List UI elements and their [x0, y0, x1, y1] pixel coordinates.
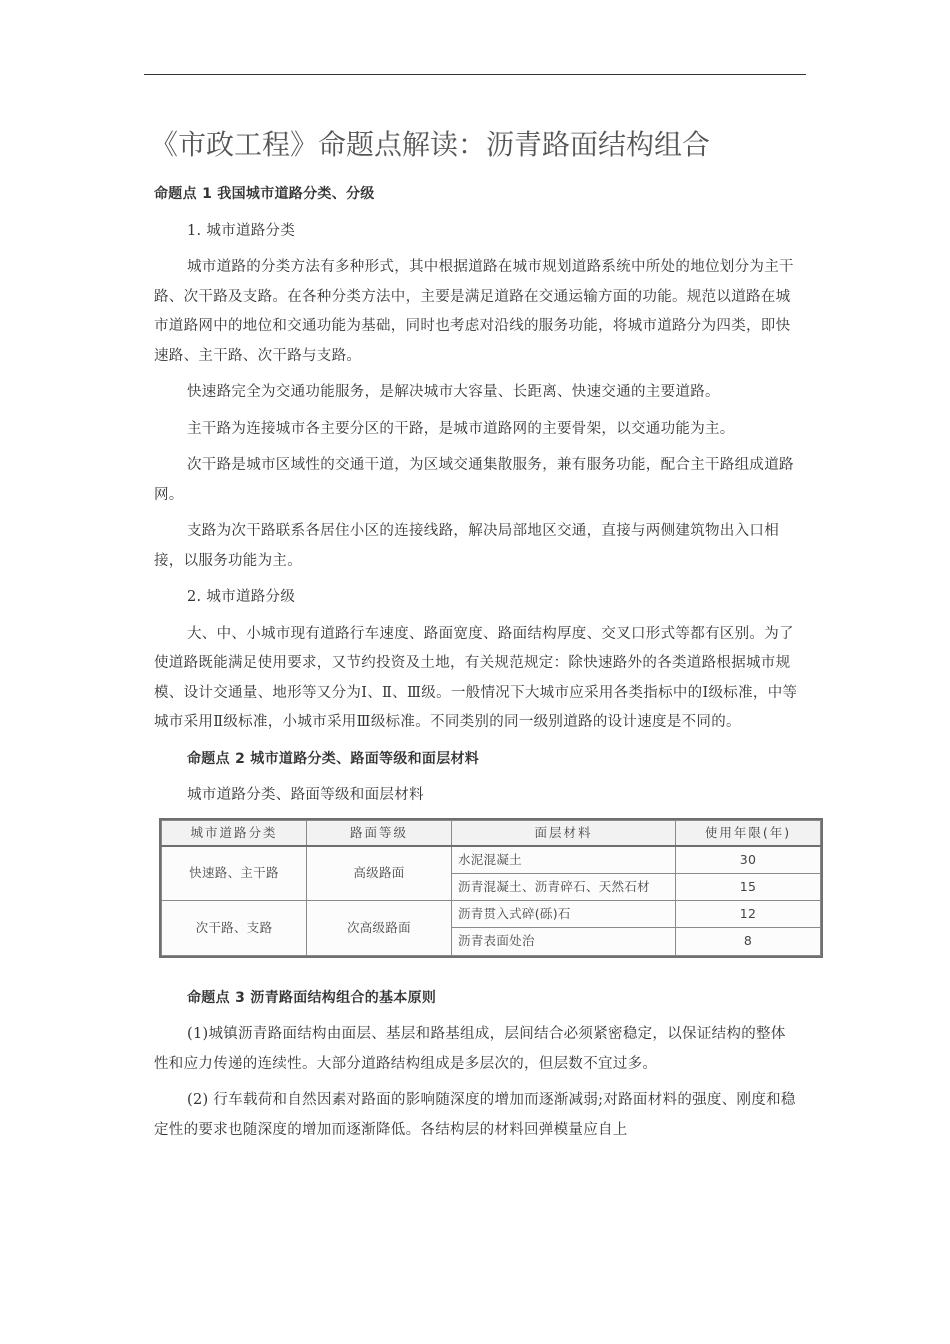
table-caption: 城市道路分类、路面等级和面层材料	[187, 787, 424, 803]
material-cell: 水泥混凝土	[451, 846, 675, 874]
road-class-cell: 次干路、支路	[162, 901, 307, 955]
section1-paragraph-2: 快速路完全为交通功能服务，是解决城市大容量、长距离、快速交通的主要道路。	[187, 384, 720, 400]
section3-paragraph-2: (2) 行车载荷和自然因素对路面的影响随深度的增加而逐渐减弱;对路面材料的强度、刚度和稳定性的要求也随深度的增加而逐渐降低。各结构层的材料回弹模量应自上	[154, 1092, 796, 1138]
table-header-cell: 城市道路分类	[162, 820, 307, 846]
section3-heading: 命题点 3 沥青路面结构组合的基本原则	[187, 989, 437, 1006]
service-years-cell: 8	[676, 928, 821, 955]
road-class-cell: 快速路、主干路	[162, 846, 307, 901]
section3-paragraph-1: (1)城镇沥青路面结构由面层、基层和路基组成，层间结合必须紧密稳定，以保证结构的整体性和应力传递的连续性。大部分道路结构组成是多层次的，但层数不宜过多。	[154, 1026, 786, 1072]
table-header-cell: 路面等级	[306, 820, 451, 846]
road-grade-table-image	[159, 818, 823, 958]
table-row	[162, 901, 821, 928]
road-grade-table	[161, 820, 821, 956]
material-cell: 沥青贯入式碎(砾)石	[451, 901, 675, 928]
section1-paragraph-5: 支路为次干路联系各居住小区的连接线路，解决局部地区交通，直接与两侧建筑物出入口相接，以服务功能为主。	[154, 523, 779, 569]
pavement-grade-cell: 高级路面	[306, 846, 451, 901]
service-years-cell: 12	[676, 901, 821, 928]
table-header-cell: 面层材料	[451, 820, 675, 846]
material-cell: 沥青表面处治	[451, 928, 675, 955]
document-body	[154, 180, 799, 1152]
table-header-cell: 使用年限(年)	[676, 820, 821, 846]
section1-paragraph-1: 城市道路的分类方法有多种形式，其中根据道路在城市规划道路系统中所处的地位划分为主干路、次干路及支路。在各种分类方法中，主要是满足道路在交通运输方面的功能。规范以道路在城市道路网中的地位和交通功能为基础，同时也考虑对沿线的服务功能，将城市道路分为四类，即快速路、主干路、次干路与支路。	[154, 259, 794, 364]
section1-heading: 命题点 1 我国城市道路分类、分级	[154, 186, 375, 202]
table-row	[162, 846, 821, 874]
section1-paragraph-6: 大、中、小城市现有道路行车速度、路面宽度、路面结构厚度、交叉口形式等都有区别。为了使道路既能满足使用要求，又节约投资及土地，有关规范规定：除快速路外的各类道路根据城市规模、设计交通量、地形等又分为Ⅰ、Ⅱ、Ⅲ级。一般情况下大城市应采用各类指标中的Ⅰ级标准，中等城市采用Ⅱ级标准，小城市采用Ⅲ级标准。不同类别的同一级别道路的设计速度是不同的。	[154, 625, 798, 730]
section1-paragraph-3: 主干路为连接城市各主要分区的干路，是城市道路网的主要骨架，以交通功能为主。	[187, 420, 735, 437]
section2-heading: 命题点 2 城市道路分类、路面等级和面层材料	[187, 750, 480, 767]
section1-subheading-grading: 2. 城市道路分级	[187, 589, 296, 605]
service-years-cell: 30	[676, 846, 821, 874]
pavement-grade-cell: 次高级路面	[306, 901, 451, 955]
page-title: 《市政工程》命题点解读：沥青路面结构组合	[150, 128, 711, 161]
section1-subheading-classification: 1. 城市道路分类	[187, 222, 296, 239]
header-rule	[144, 74, 806, 75]
service-years-cell: 15	[676, 873, 821, 900]
table-header-row	[162, 820, 821, 846]
section1-paragraph-4: 次干路是城市区域性的交通干道，为区域交通集散服务，兼有服务功能，配合主干路组成道路网。	[154, 457, 794, 503]
material-cell: 沥青混凝土、沥青碎石、天然石材	[451, 873, 675, 900]
